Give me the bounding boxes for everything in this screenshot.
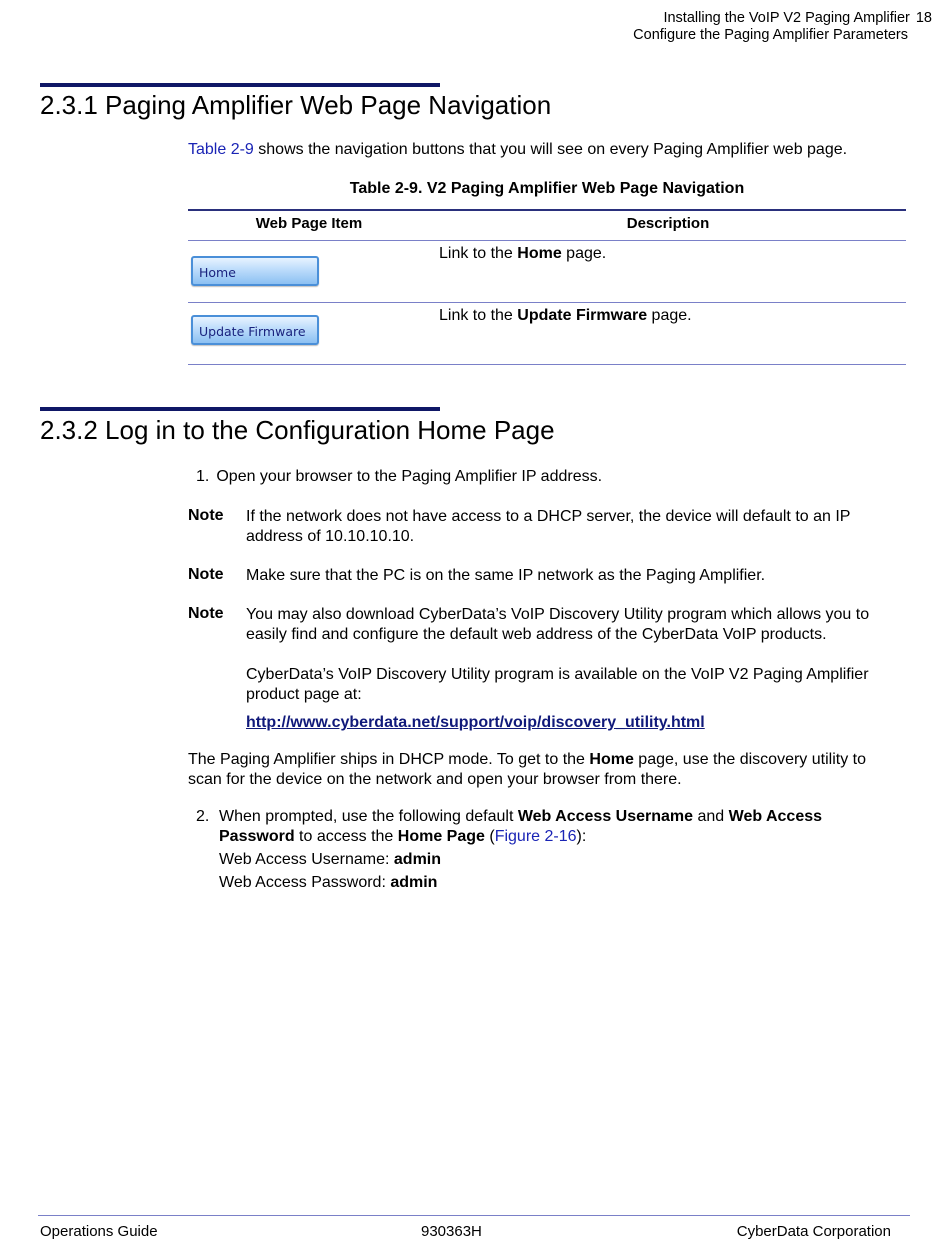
update-firmware-button[interactable]: Update Firmware (191, 315, 319, 345)
password-line: Web Access Password: admin (219, 874, 438, 891)
section-rule (40, 83, 440, 87)
footer-left: Operations Guide (40, 1223, 158, 1240)
dhcp-paragraph: The Paging Amplifier ships in DHCP mode. To get to the Home page, use the discovery utility to scan for the device on the network and open your browser from there. (188, 751, 866, 788)
intro-paragraph: Table 2-9 shows the navigation buttons that you will see on every Paging Amplifier web page. (188, 141, 848, 158)
table-rule (188, 240, 906, 241)
footer-center: 930363H (421, 1223, 482, 1240)
running-header (633, 10, 932, 44)
note-extra-text: CyberData’s VoIP Discovery Utility program is available on the VoIP V2 Paging Amplifier product page at: (246, 666, 869, 703)
note-text: If the network does not have access to a DHCP server, the device will default to an IP address of 10.10.10.10. (246, 508, 851, 545)
page-number: 18 (915, 10, 932, 26)
table-bottom-rule (188, 364, 906, 365)
note-label: Note (188, 605, 224, 622)
step-2-text: When prompted, use the following default Web Access Username and Web Access Password to access the Home Page (Figure 2-16): (219, 808, 823, 845)
note-text: Make sure that the PC is on the same IP network as the Paging Amplifier. (246, 567, 766, 584)
header-section: Configure the Paging Amplifier Parameters (633, 27, 908, 43)
header-chapter: Installing the VoIP V2 Paging Amplifier (663, 10, 910, 26)
table-top-rule (188, 209, 906, 211)
section-title-navigation: 2.3.1 Paging Amplifier Web Page Navigation (40, 90, 552, 120)
column-header-description: Description (626, 215, 710, 232)
table-link[interactable]: Table 2-9 (188, 141, 254, 158)
note-label: Note (188, 566, 224, 583)
discovery-utility-link[interactable]: http://www.cyberdata.net/support/voip/discovery_utility.html (246, 714, 705, 731)
section-title-login: 2.3.2 Log in to the Configuration Home Page (40, 415, 555, 445)
figure-link[interactable]: Figure 2-16 (494, 827, 577, 845)
table-title: Table 2-9. V2 Paging Amplifier Web Page Navigation (349, 180, 745, 197)
table-row-description: Link to the Home page. (439, 245, 607, 262)
table-row-description: Link to the Update Firmware page. (439, 307, 692, 324)
note-text: You may also download CyberData’s VoIP Discovery Utility program which allows you to easily find and configure the default web address of the CyberData VoIP products. (246, 606, 870, 643)
footer-right: CyberData Corporation (736, 1223, 891, 1240)
step-2-number: 2. (196, 808, 210, 825)
footer-rule (38, 1215, 910, 1216)
column-header-item: Web Page Item (255, 215, 363, 232)
step-1: 1. Open your browser to the Paging Amplifier IP address. (196, 468, 603, 485)
note-label: Note (188, 507, 224, 524)
home-button[interactable]: Home (191, 256, 319, 286)
table-rule (188, 302, 906, 303)
username-line: Web Access Username: admin (219, 851, 442, 868)
section-rule (40, 407, 440, 411)
